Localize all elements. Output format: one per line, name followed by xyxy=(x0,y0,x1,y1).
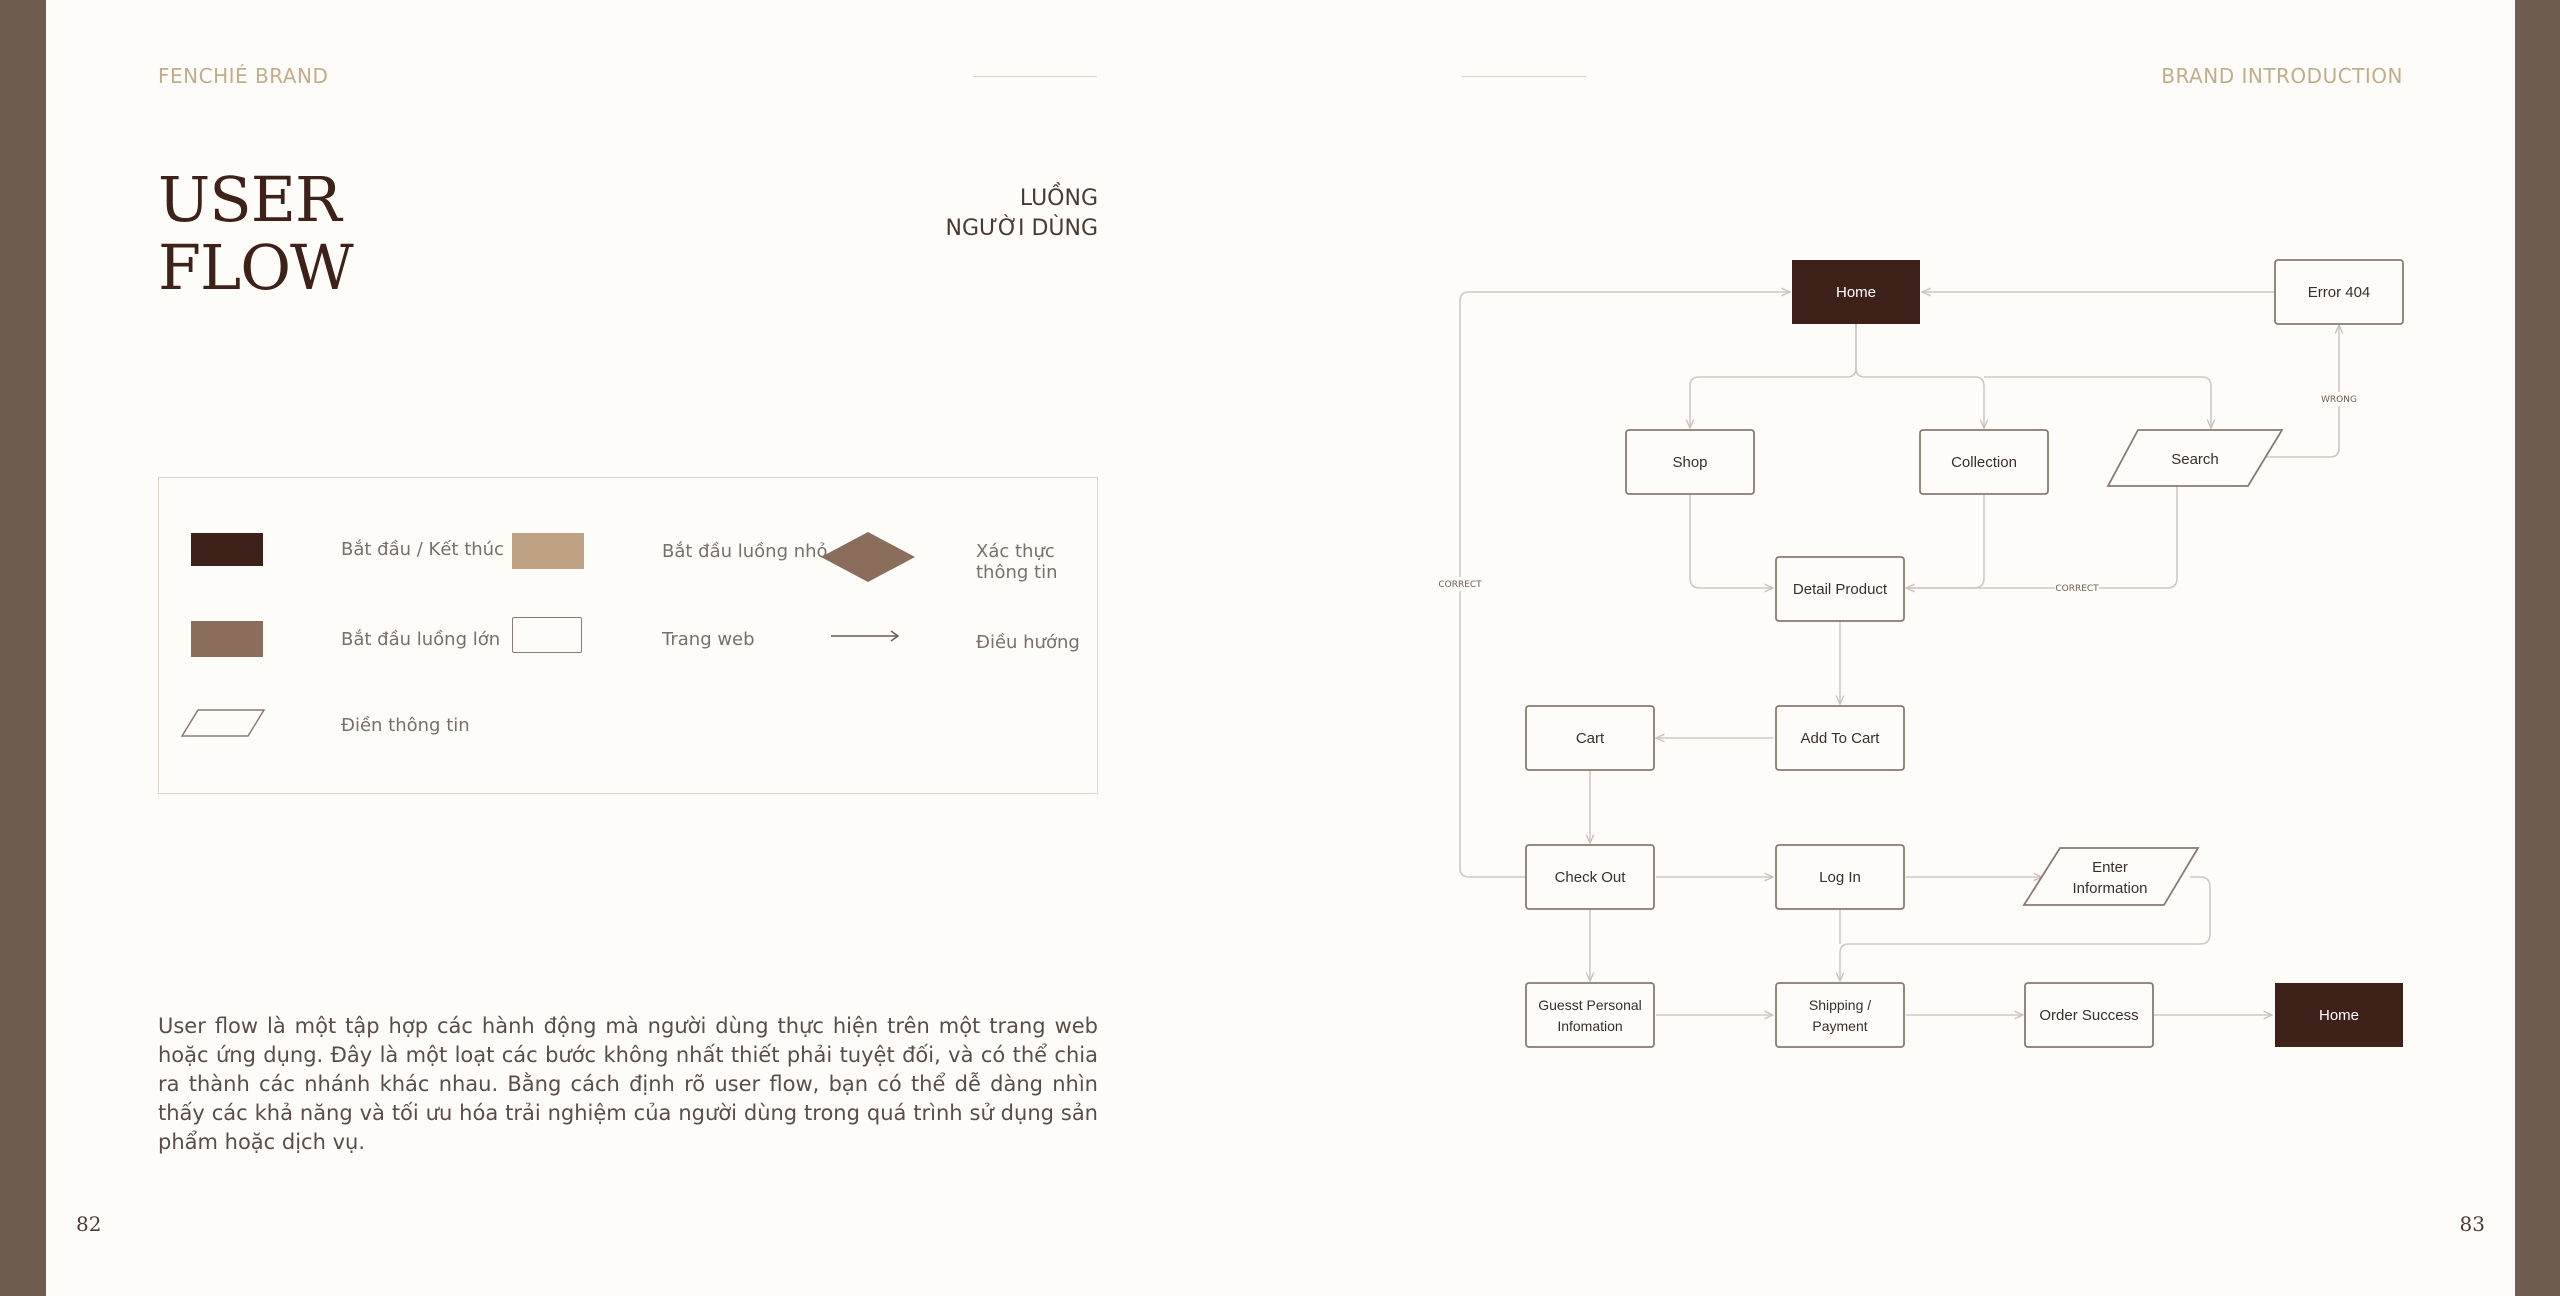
edge-search-detail xyxy=(1906,486,2177,588)
node-order-success-label: Order Success xyxy=(2039,1007,2139,1024)
subtitle-line-1: LUỒNG xyxy=(1019,186,1098,211)
node-shop-label: Shop xyxy=(1672,454,1708,471)
edge-checkout-home xyxy=(1460,292,1790,877)
node-cart-label: Cart xyxy=(1575,730,1605,747)
legend-label-big-flow: Bắt đầu luồng lớn xyxy=(341,629,501,650)
node-collection-label: Collection xyxy=(1951,454,2017,471)
legend-label-web-page: Trang web xyxy=(662,629,755,650)
subtitle-line-2: NGƯỜI DÙNG xyxy=(945,216,1098,241)
legend-label-small-flow: Bắt đầu luồng nhỏ xyxy=(662,541,828,562)
edge-home-search xyxy=(1984,377,2211,428)
label-correct-left: CORRECT xyxy=(1438,580,1482,590)
description-paragraph: User flow là một tập hợp các hành động mà người dùng thực hiện trên một trang web hoặc ứng dụng. Đây là một loạt các bước không nhất thiết phải tuyệt đối, và có thể chia ra thành các nhánh khác nhau. Bằng cách định rõ user flow, bạn có thể dễ dàng nhìn thấy các khả năng và tối ưu hóa trải nghiệm của người dùng trong quá trình sử dụng sản phẩm hoặc dịch vụ. xyxy=(158,1014,1098,1154)
edge-home-collection xyxy=(1856,324,1984,428)
node-home-label: Home xyxy=(1835,284,1877,301)
node-shipping-payment xyxy=(1776,983,1904,1047)
title-line-2: FLOW xyxy=(158,231,353,304)
node-log-in-label: Log In xyxy=(1819,869,1861,886)
legend-label-input: Điền thông tin xyxy=(341,715,470,736)
label-wrong: WRONG xyxy=(2321,395,2357,405)
node-search-label: Search xyxy=(2171,451,2219,468)
legend-label-verify: Xác thực thông tin xyxy=(976,541,1058,583)
page-number-right: 83 xyxy=(2459,1212,2485,1236)
page-number-left: 82 xyxy=(76,1212,102,1236)
node-guest-line2: Infomation xyxy=(1557,1018,1623,1034)
legend-label-navigate: Điều hướng xyxy=(976,632,1080,653)
node-enter-information-line2: Information xyxy=(2072,880,2148,897)
section-header: BRAND INTRODUCTION xyxy=(2161,64,2403,88)
node-add-to-cart-label: Add To Cart xyxy=(1800,730,1880,747)
node-detail-product-label: Detail Product xyxy=(1792,581,1888,598)
node-guest-personal-info xyxy=(1526,983,1654,1047)
edge-shop-detail xyxy=(1690,494,1773,588)
node-shipping-line1: Shipping / xyxy=(1808,997,1872,1013)
node-shipping-line2: Payment xyxy=(1812,1018,1868,1034)
brand-header: FENCHIÉ BRAND xyxy=(158,64,329,88)
node-check-out-label: Check Out xyxy=(1554,869,1626,886)
node-guest-line1: Guesst Personal xyxy=(1538,997,1642,1013)
edge-collection-detail xyxy=(1906,494,1984,588)
label-correct-mid: CORRECT xyxy=(2055,584,2099,594)
node-home-end-label: Home xyxy=(2318,1007,2360,1024)
node-error-404-label: Error 404 xyxy=(2307,284,2371,301)
edge-home-branches xyxy=(1690,324,1856,428)
title-line-1: USER xyxy=(158,163,341,236)
legend-label-start-end: Bắt đầu / Kết thúc xyxy=(341,539,504,560)
node-enter-information-line1: Enter xyxy=(2092,859,2128,876)
